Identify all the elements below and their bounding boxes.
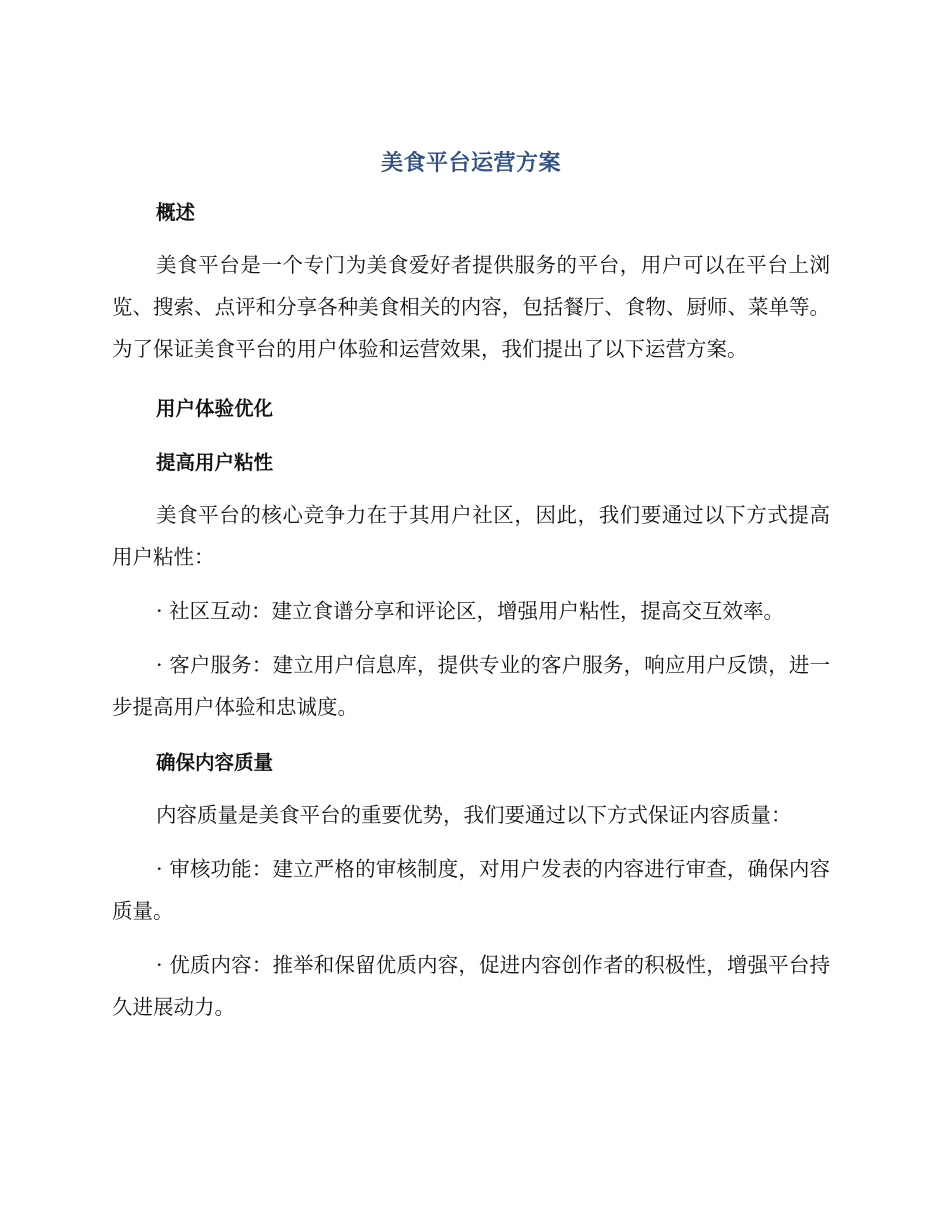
heading-user-stickiness: 提高用户粘性 (156, 451, 274, 474)
heading-ux-optimization: 用户体验优化 (156, 397, 274, 420)
paragraph-overview: 美食平台是一个专门为美食爱好者提供服务的平台，用户可以在平台上浏览、搜索、点评和分享各种美食相关的内容，包括餐厅、食物、厨师、菜单等。为了保证美食平台的用户体验和运营效果，我们提出了以下运营方案。 (112, 253, 830, 361)
paragraph-user-stickiness: 美食平台的核心竞争力在于其用户社区，因此，我们要通过以下方式提高用户粘性： (112, 503, 830, 569)
document-title: 美食平台运营方案 (380, 151, 561, 176)
bullet-quality-content: · 优质内容：推举和保留优质内容，促进内容创作者的积极性，增强平台持久进展动力。 (112, 953, 830, 1019)
heading-overview: 概述 (156, 201, 196, 224)
bullet-community-interaction: · 社区互动：建立食谱分享和评论区，增强用户粘性，提高交互效率。 (156, 599, 785, 623)
bullet-review-function: · 审核功能：建立严格的审核制度，对用户发表的内容进行审查，确保内容质量。 (112, 857, 830, 923)
heading-content-quality: 确保内容质量 (156, 751, 274, 774)
paragraph-content-quality: 内容质量是美食平台的重要优势，我们要通过以下方式保证内容质量： (156, 803, 792, 827)
bullet-customer-service: · 客户服务：建立用户信息库，提供专业的客户服务，响应用户反馈，进一步提高用户体验和忠诚度。 (112, 653, 830, 719)
